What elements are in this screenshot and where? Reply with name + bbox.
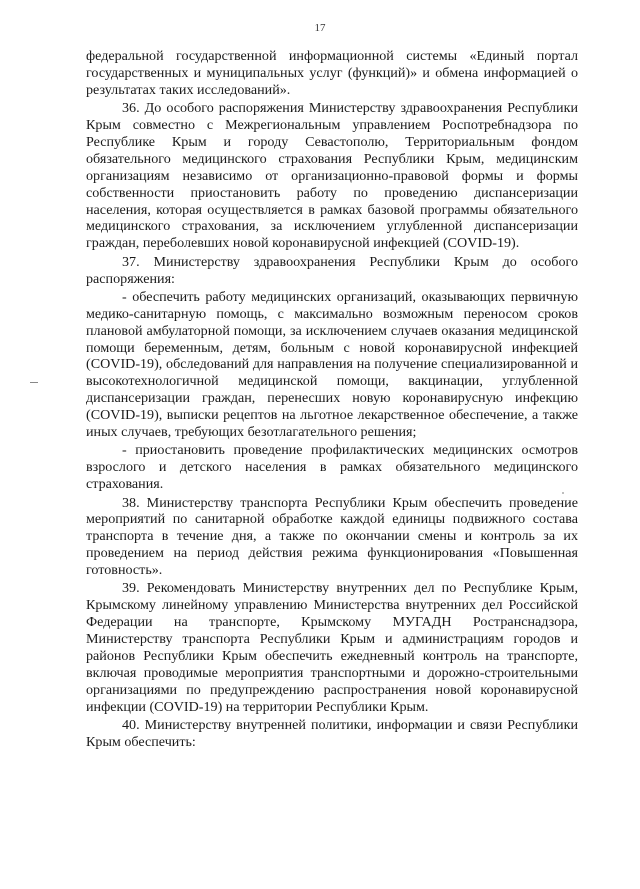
paragraph-37: 37. Министерству здравоохранения Республики Крым до особого распоряжения: — [86, 253, 578, 287]
paragraph-37-item-2: - приостановить проведение профилактических медицинских осмотров взрослого и детского населения в рамках обязательного медицинского страхования. — [86, 442, 578, 493]
paragraph-continuation: федеральной государственной информационной системы «Единый портал государственных и муниципальных услуг (функций)» и обмена информацией о результатах таких исследований». — [86, 48, 578, 98]
paragraph-40: 40. Министерству внутренней политики, информации и связи Республики Крым обеспечить: — [86, 717, 578, 750]
paragraph-37-item-1: - обеспечить работу медицинских организаций, оказывающих первичную медико-санитарную помощь, с максимально возможным переносом сроков плановой амбулаторной помощи, за исключением случаев оказания медицинской помощи беременным, детям, больным с новой коронавирусной инфекцией (COVID-19), обследований для направления на получение специализированной и высокотехнологичной медицинской помощи, вакцинации, углубленной диспансеризации граждан, перенесших новую коронавирусную инфекцию (COVID-19), выписки рецептов на льготное лекарственное обеспечение, а также иных случаев, требующих безотлагательного решения; — [86, 288, 578, 441]
scan-artifact-dot — [562, 492, 564, 494]
paragraph-39: 39. Рекомендовать Министерству внутренних дел по Республике Крым, Крымскому линейному управлению Министерства внутренних дел Российской Федерации на транспорте, Крымскому МУГАДН Ространснадзора, Министерству транспорта Республики Крым и администрациям городов и районов Республики Крым обеспечить ежедневный контроль на транспорте, включая проводимые мероприятия транспортными и дорожно-строительными организациями по предупреждению распространения новой коронавирусной инфекции (COVID-19) на территории Республики Крым. — [86, 580, 578, 715]
document-body — [86, 48, 578, 752]
scan-artifact-mark — [30, 382, 38, 383]
page-number: 17 — [314, 22, 326, 34]
paragraph-38: 38. Министерству транспорта Республики Крым обеспечить проведение мероприятий по санитарной обработке каждой единицы подвижного состава транспорта в течение дня, а также по окончании смены и контроль за их проведением на период действия режима функционирования «Повышенная готовность». — [86, 494, 578, 579]
paragraph-36: 36. До особого распоряжения Министерству здравоохранения Республики Крым совместно с Межрегиональным управлением Роспотребнадзора по Республике Крым и городу Севастополю, Территориальным фондом обязательного медицинского страхования Республики Крым, медицинским организациям независимо от организационно-правовой формы и формы собственности приостановить работу по проведению диспансеризации населения, которая осуществляется в рамках базовой программы обязательного медицинского страхования, за исключением углубленной диспансеризации граждан, переболевших новой коронавирусной инфекцией (COVID-19). — [86, 100, 578, 252]
